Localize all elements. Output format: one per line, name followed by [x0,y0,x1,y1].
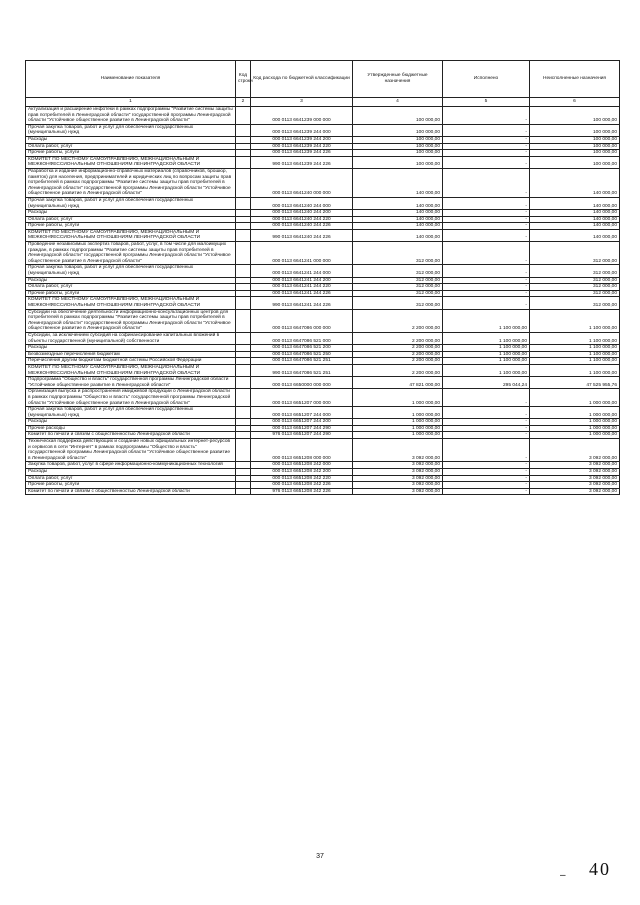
unexecuted-cell: 100 000,00 [530,150,620,157]
line-code-cell [236,389,251,407]
line-code-cell [236,345,251,352]
executed-cell: 295 044,24 [443,377,530,389]
name-cell: Организация выпуска и распространения имиджевой продукции о Ленинградской области в рамках подпрограммы "Общество и власть" государственной программы Ленинградской области "Устойчивое общественное развитие в Ленинградской области" [26,389,236,407]
approved-cell: 140 000,00 [353,197,443,209]
header-line-code: Код строки [236,61,251,98]
table-row [26,223,620,230]
name-cell: Закупка товаров, работ, услуг в сфере информационно-коммуникационных технологий [26,462,236,469]
table-row [26,107,620,125]
executed-cell: - [443,229,530,241]
kbk-cell: 000 0113 6647086 521 250 [251,351,353,358]
table-row [26,216,620,223]
approved-cell: 2 200 000,00 [353,345,443,352]
executed-cell: - [443,150,530,157]
unexecuted-cell: 140 000,00 [530,223,620,230]
name-cell: Прочие работы, услуги [26,150,236,157]
kbk-cell: 000 0113 6641240 244 000 [251,197,353,209]
header-unexecuted: Неисполненные назначения [530,61,620,98]
unexecuted-cell: 140 000,00 [530,168,620,197]
line-code-cell [236,168,251,197]
kbk-cell: 000 0113 6641239 244 226 [251,150,353,157]
approved-cell: 2 200 000,00 [353,351,443,358]
unexecuted-cell: 1 100 000,00 [530,345,620,352]
name-cell: Оплата работ, услуг [26,216,236,223]
executed-cell: 1 100 000,00 [443,345,530,352]
table-row [26,364,620,376]
kbk-cell: 000 0113 6641239 244 220 [251,143,353,150]
approved-cell: 47 821 000,00 [353,377,443,389]
table-body [26,107,620,495]
line-code-cell [236,309,251,332]
kbk-cell: 000 0113 6641239 000 000 [251,107,353,125]
executed-cell: - [443,242,530,265]
kbk-cell: 000 0113 6641240 000 000 [251,168,353,197]
table-row [26,377,620,389]
table-row [26,389,620,407]
approved-cell: 3 092 000,00 [353,488,443,495]
name-cell: Прочие работы, услуги [26,482,236,489]
kbk-cell: 990 0113 6641240 244 226 [251,229,353,241]
table-row [26,265,620,277]
unexecuted-cell: 1 100 000,00 [530,332,620,344]
kbk-cell: 976 0113 6651207 244 290 [251,432,353,439]
unexecuted-cell: 3 092 000,00 [530,488,620,495]
name-cell: Прочие расходы [26,425,236,432]
unexecuted-cell: 3 092 000,00 [530,482,620,489]
approved-cell: 312 000,00 [353,284,443,291]
unexecuted-cell: 312 000,00 [530,297,620,309]
executed-cell: - [443,439,530,462]
column-number-row [26,98,620,107]
table-row [26,136,620,143]
executed-cell: - [443,156,530,168]
line-code-cell [236,407,251,419]
unexecuted-cell: 312 000,00 [530,242,620,265]
table-row [26,290,620,297]
unexecuted-cell: 1 100 000,00 [530,358,620,365]
executed-cell: - [443,389,530,407]
executed-cell: - [443,407,530,419]
approved-cell: 140 000,00 [353,229,443,241]
name-cell: Расходы [26,345,236,352]
name-cell: Безвозмездные перечисления бюджетам [26,351,236,358]
table-row [26,168,620,197]
executed-cell: - [443,419,530,426]
executed-cell: - [443,475,530,482]
line-code-cell [236,332,251,344]
approved-cell: 1 000 000,00 [353,407,443,419]
approved-cell: 3 092 000,00 [353,439,443,462]
executed-cell: - [443,290,530,297]
executed-cell: 1 100 000,00 [443,358,530,365]
kbk-cell: 000 0113 6651207 000 000 [251,389,353,407]
approved-cell: 312 000,00 [353,265,443,277]
approved-cell: 312 000,00 [353,290,443,297]
kbk-cell: 000 0113 6647086 521 251 [251,358,353,365]
executed-cell: - [443,197,530,209]
table-row [26,475,620,482]
executed-cell: - [443,297,530,309]
column-number: 1 [26,98,236,107]
line-code-cell [236,419,251,426]
unexecuted-cell: 100 000,00 [530,136,620,143]
approved-cell: 2 200 000,00 [353,358,443,365]
line-code-cell [236,216,251,223]
kbk-cell: 000 0113 6651207 244 200 [251,419,353,426]
line-code-cell [236,462,251,469]
name-cell: Прочая закупка товаров, работ и услуг для обеспечения государственных (муниципальных) нужд [26,124,236,136]
approved-cell: 100 000,00 [353,107,443,125]
header-name: Наименование показателя [26,61,236,98]
table-row [26,351,620,358]
line-code-cell [236,156,251,168]
approved-cell: 140 000,00 [353,223,443,230]
name-cell: КОМИТЕТ ПО МЕСТНОМУ САМОУПРАВЛЕНИЮ, МЕЖНАЦИОНАЛЬНЫМ И МЕЖКОНФЕССИОНАЛЬНЫМ ОТНОШЕНИЯМ ЛЕНИНГРАДСКОЙ ОБЛАСТИ [26,297,236,309]
name-cell: Подпрограмма "Общество и власть" государственной программы Ленинградской области "Устойчивое общественное развитие в Ленинградской области" [26,377,236,389]
kbk-cell: 990 0113 6641241 244 226 [251,297,353,309]
executed-cell: - [443,223,530,230]
unexecuted-cell: 3 092 000,00 [530,475,620,482]
executed-cell: - [443,143,530,150]
name-cell: Перечисления другим бюджетам бюджетной системы Российской Федерации [26,358,236,365]
name-cell: Оплата работ, услуг [26,475,236,482]
kbk-cell: 976 0113 6651208 242 226 [251,488,353,495]
name-cell: Оплата работ, услуг [26,284,236,291]
corner-mark: – [560,870,566,881]
unexecuted-cell: 47 525 955,76 [530,377,620,389]
kbk-cell: 000 0113 6651208 242 226 [251,482,353,489]
line-code-cell [236,364,251,376]
unexecuted-cell: 100 000,00 [530,143,620,150]
line-code-cell [236,439,251,462]
name-cell: Прочая закупка товаров, работ и услуг для обеспечения государственных (муниципальных) нужд [26,197,236,209]
table-row [26,488,620,495]
approved-cell: 3 092 000,00 [353,482,443,489]
header-kbk: Код расхода по бюджетной классификации [251,61,353,98]
column-number: 6 [530,98,620,107]
name-cell: Разработка и издание информационно-справочных материалов (справочников, брошюр, памяток) для населения, предпринимателей и юридических лиц по вопросам защиты прав потребителей в рамках подпрограммы "Развитие системы защиты прав потребителей в Ленинградской области" государственной программы Ленинградской области "Устойчивое общественное развитие в Ленинградской области" [26,168,236,197]
table-row [26,150,620,157]
kbk-cell: 000 0113 6641240 244 226 [251,223,353,230]
kbk-cell: 000 0113 6641241 244 000 [251,265,353,277]
kbk-cell: 000 0113 6647086 000 000 [251,309,353,332]
kbk-cell: 000 0113 6647086 521 200 [251,345,353,352]
kbk-cell: 000 0113 6641239 244 000 [251,124,353,136]
name-cell: Расходы [26,419,236,426]
unexecuted-cell: 1 000 000,00 [530,419,620,426]
table-row [26,469,620,476]
executed-cell: - [443,210,530,217]
executed-cell: - [443,216,530,223]
name-cell: КОМИТЕТ ПО МЕСТНОМУ САМОУПРАВЛЕНИЮ, МЕЖНАЦИОНАЛЬНЫМ И МЕЖКОНФЕССИОНАЛЬНЫМ ОТНОШЕНИЯМ ЛЕНИНГРАДСКОЙ ОБЛАСТИ [26,364,236,376]
name-cell: Субсидии на обеспечение деятельности информационно-консультационных центров для потребителей в рамках подпрограммы "Развитие системы защиты прав потребителей в Ленинградской области" государственной программы Ленинградской области "Устойчивое общественное развитие в Ленинградской области" [26,309,236,332]
line-code-cell [236,107,251,125]
table-row [26,425,620,432]
header-approved: Утвержденные бюджетные назначения [353,61,443,98]
line-code-cell [236,229,251,241]
line-code-cell [236,351,251,358]
line-code-cell [236,143,251,150]
kbk-cell: 000 0113 6641240 244 200 [251,210,353,217]
approved-cell: 140 000,00 [353,168,443,197]
kbk-cell: 000 0113 6641241 244 226 [251,290,353,297]
unexecuted-cell: 140 000,00 [530,216,620,223]
unexecuted-cell: 1 000 000,00 [530,432,620,439]
name-cell: КОМИТЕТ ПО МЕСТНОМУ САМОУПРАВЛЕНИЮ, МЕЖНАЦИОНАЛЬНЫМ И МЕЖКОНФЕССИОНАЛЬНЫМ ОТНОШЕНИЯМ ЛЕНИНГРАДСКОЙ ОБЛАСТИ [26,156,236,168]
name-cell: Прочая закупка товаров, работ и услуг для обеспечения государственных (муниципальных) нужд [26,407,236,419]
approved-cell: 312 000,00 [353,277,443,284]
line-code-cell [236,277,251,284]
table-row [26,482,620,489]
table-row [26,345,620,352]
table-header-row [26,61,620,98]
line-code-cell [236,432,251,439]
table-row [26,462,620,469]
name-cell: Комитет по печати и связям с общественностью Ленинградской области [26,488,236,495]
executed-cell: - [443,168,530,197]
unexecuted-cell: 312 000,00 [530,265,620,277]
name-cell: КОМИТЕТ ПО МЕСТНОМУ САМОУПРАВЛЕНИЮ, МЕЖНАЦИОНАЛЬНЫМ И МЕЖКОНФЕССИОНАЛЬНЫМ ОТНОШЕНИЯМ ЛЕНИНГРАДСКОЙ ОБЛАСТИ [26,229,236,241]
unexecuted-cell: 140 000,00 [530,229,620,241]
budget-execution-table [25,60,620,495]
kbk-cell: 000 0113 6641241 244 220 [251,284,353,291]
table-row [26,407,620,419]
header-executed: Исполнено [443,61,530,98]
line-code-cell [236,488,251,495]
table-row [26,156,620,168]
unexecuted-cell: 100 000,00 [530,107,620,125]
line-code-cell [236,150,251,157]
table-row [26,242,620,265]
name-cell: Проведение независимых экспертиз товаров, работ, услуг, в том числе для малоимущих граждан, в рамках подпрограммы "Развитие системы защиты прав потребителей в Ленинградской области" государственной программы Ленинградской области "Устойчивое общественное развитие в Ленинградской области" [26,242,236,265]
line-code-cell [236,197,251,209]
kbk-cell: 000 0113 6641241 244 200 [251,277,353,284]
line-code-cell [236,482,251,489]
name-cell: Прочие работы, услуги [26,290,236,297]
executed-cell: 1 100 000,00 [443,351,530,358]
approved-cell: 140 000,00 [353,216,443,223]
kbk-cell: 000 0113 6651208 242 220 [251,475,353,482]
column-number: 4 [353,98,443,107]
table-row [26,439,620,462]
approved-cell: 312 000,00 [353,242,443,265]
executed-cell: 1 100 000,00 [443,332,530,344]
approved-cell: 100 000,00 [353,143,443,150]
kbk-cell: 000 0113 6651208 242 000 [251,462,353,469]
unexecuted-cell: 312 000,00 [530,290,620,297]
column-number: 5 [443,98,530,107]
approved-cell: 312 000,00 [353,297,443,309]
table-row [26,309,620,332]
name-cell: Расходы [26,136,236,143]
line-code-cell [236,124,251,136]
executed-cell: - [443,488,530,495]
executed-cell: - [443,284,530,291]
column-number: 3 [251,98,353,107]
unexecuted-cell: 312 000,00 [530,277,620,284]
unexecuted-cell: 3 092 000,00 [530,439,620,462]
line-code-cell [236,297,251,309]
name-cell: Прочая закупка товаров, работ и услуг для обеспечения государственных (муниципальных) нужд [26,265,236,277]
line-code-cell [236,284,251,291]
unexecuted-cell: 1 100 000,00 [530,309,620,332]
table-row [26,197,620,209]
table-row [26,277,620,284]
approved-cell: 2 200 000,00 [353,332,443,344]
kbk-cell: 000 0113 6647086 521 000 [251,332,353,344]
unexecuted-cell: 3 092 000,00 [530,462,620,469]
approved-cell: 2 200 000,00 [353,364,443,376]
executed-cell: - [443,124,530,136]
executed-cell: - [443,136,530,143]
executed-cell: 1 100 000,00 [443,309,530,332]
table-row [26,358,620,365]
kbk-cell: 000 0113 6651208 000 000 [251,439,353,462]
unexecuted-cell: 1 000 000,00 [530,425,620,432]
approved-cell: 3 092 000,00 [353,462,443,469]
line-code-cell [236,469,251,476]
approved-cell: 1 000 000,00 [353,425,443,432]
table-row [26,284,620,291]
approved-cell: 2 200 000,00 [353,309,443,332]
table-row [26,332,620,344]
kbk-cell: 000 0113 6641240 244 220 [251,216,353,223]
executed-cell: - [443,469,530,476]
executed-cell: 1 100 000,00 [443,364,530,376]
column-number: 2 [236,98,251,107]
name-cell: Оплата работ, услуг [26,143,236,150]
approved-cell: 3 092 000,00 [353,475,443,482]
unexecuted-cell: 312 000,00 [530,284,620,291]
approved-cell: 140 000,00 [353,210,443,217]
line-code-cell [236,475,251,482]
name-cell: Расходы [26,277,236,284]
line-code-cell [236,242,251,265]
unexecuted-cell: 1 100 000,00 [530,351,620,358]
approved-cell: 100 000,00 [353,124,443,136]
line-code-cell [236,223,251,230]
kbk-cell: 990 0113 6647086 521 251 [251,364,353,376]
line-code-cell [236,290,251,297]
name-cell: Субсидии, за исключением субсидий на софинансирование капитальных вложений в объекты государственной (муниципальной) собственности [26,332,236,344]
unexecuted-cell: 100 000,00 [530,156,620,168]
line-code-cell [236,136,251,143]
executed-cell: - [443,265,530,277]
name-cell: Расходы [26,210,236,217]
approved-cell: 3 092 000,00 [353,469,443,476]
name-cell: Прочие работы, услуги [26,223,236,230]
kbk-cell: 000 0113 6641241 000 000 [251,242,353,265]
name-cell: Техническая поддержка действующих и создание новых официальных интернет-ресурсов и сервисов в сети "Интернет" в рамках подпрограммы "Общество и власть" государственной программы Ленинградской области "Устойчивое общественное развитие в Ленинградской области" [26,439,236,462]
executed-cell: - [443,277,530,284]
kbk-cell: 000 0113 6641239 244 200 [251,136,353,143]
line-code-cell [236,265,251,277]
table-row [26,297,620,309]
table-row [26,229,620,241]
unexecuted-cell: 140 000,00 [530,197,620,209]
unexecuted-cell: 3 092 000,00 [530,469,620,476]
line-code-cell [236,358,251,365]
approved-cell: 1 000 000,00 [353,432,443,439]
unexecuted-cell: 140 000,00 [530,210,620,217]
kbk-cell: 000 0113 6651207 244 000 [251,407,353,419]
handwritten-sheet-number: 40 [589,859,611,879]
executed-cell: - [443,462,530,469]
kbk-cell: 000 0113 6650000 000 000 [251,377,353,389]
approved-cell: 1 000 000,00 [353,419,443,426]
table-row [26,419,620,426]
approved-cell: 100 000,00 [353,136,443,143]
unexecuted-cell: 1 100 000,00 [530,364,620,376]
kbk-cell: 000 0113 6651208 242 200 [251,469,353,476]
executed-cell: - [443,482,530,489]
executed-cell: - [443,432,530,439]
unexecuted-cell: 100 000,00 [530,124,620,136]
approved-cell: 100 000,00 [353,156,443,168]
line-code-cell [236,210,251,217]
name-cell: Расходы [26,469,236,476]
kbk-cell: 000 0113 6651207 244 290 [251,425,353,432]
kbk-cell: 990 0113 6641239 244 226 [251,156,353,168]
name-cell: Актуализация и расширение инфотеки в рамках подпрограммы "Развитие системы защиты прав потребителей в Ленинградской области" государственной программы Ленинградской области "Устойчивое общественное развитие в Ленинградской области" [26,107,236,125]
table-row [26,143,620,150]
name-cell: Комитет по печати и связям с общественностью Ленинградской области [26,432,236,439]
approved-cell: 100 000,00 [353,150,443,157]
page-number: 37 [316,853,324,860]
executed-cell: - [443,107,530,125]
line-code-cell [236,425,251,432]
unexecuted-cell: 1 000 000,00 [530,389,620,407]
line-code-cell [236,377,251,389]
executed-cell: - [443,425,530,432]
table-row [26,432,620,439]
approved-cell: 1 000 000,00 [353,389,443,407]
table-row [26,124,620,136]
table-row [26,210,620,217]
unexecuted-cell: 1 000 000,00 [530,407,620,419]
